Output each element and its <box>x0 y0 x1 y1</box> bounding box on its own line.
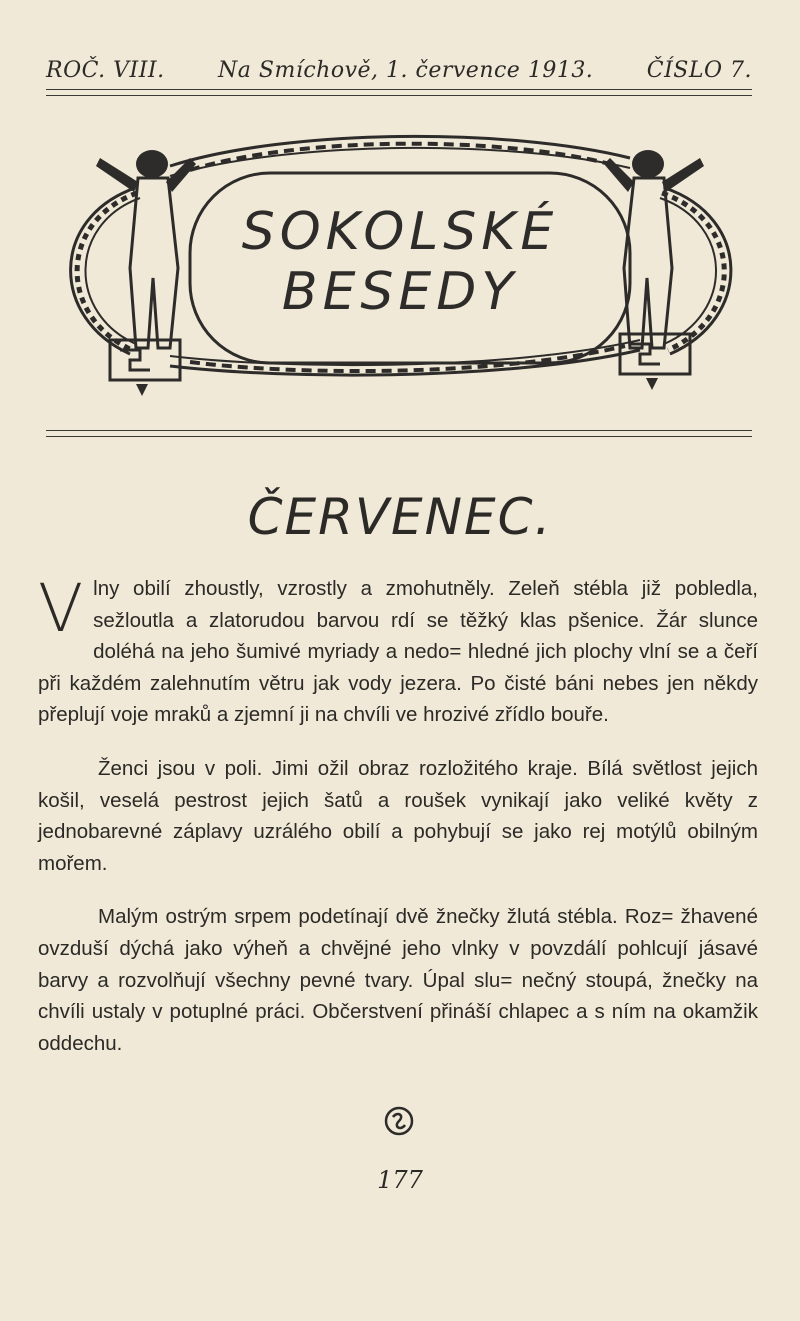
masthead-title-line2: BESEDY <box>281 262 519 322</box>
paragraph-3: Malým ostrým srpem podetínají dvě žnečky žlutá stébla. Roz= žhavené ovzduší dýchá jako výheň a chvějné jeho vlnky v povzdálí pohlcují jásavé barvy a rozvolňují všechny pevné tvary. Úpal slu= nečný stoupá, žnečky na chvíli ustaly v potuplné práci. Občerstvení přináší chlapec a s ním na okamžik oddechu. <box>38 905 758 1055</box>
masthead-title-line1: SOKOLSKÉ <box>241 202 559 262</box>
volume-label: ROČ. VIII. <box>46 58 165 83</box>
masthead-rule <box>46 430 752 431</box>
paragraph-1 <box>38 570 758 731</box>
paragraph-1-text: lny obilí zhoustly, vzrostly a zmohutněly. Zeleň stébla již pobledla, sežloutla a zlatorudou barvou rdí se těžký klas pšenice. Žár slunce doléhá na jeho šumivé myriady a nedo= hledné jich plochy vlní se a čeří při každém zalehnutím větru jak vody jezera. Po čisté báni nebes jen někdy přeplují voje mraků a zjemní ji na chvíli ve hrozivé zřídlo bouře. <box>38 577 758 727</box>
page-number: 177 <box>377 1166 423 1194</box>
drop-cap: V <box>38 570 84 647</box>
issue-label: ČÍSLO 7. <box>646 58 752 83</box>
place-date-label: Na Smíchově, 1. července 1913. <box>218 58 594 83</box>
paragraph-2: Ženci jsou v poli. Jimi ožil obraz rozložitého kraje. Bílá světlost jejich košil, veselá pestrost jejich šatů a roušek vynikají jako veliké květy z jednobarevné záplavy uzrálého obilí a pohybují se jako rej motýlů obilným mořem. <box>38 756 758 875</box>
header-rule <box>46 89 752 90</box>
masthead-rule-thin <box>46 436 752 437</box>
header-rule-thin <box>46 95 752 96</box>
article-heading: ČERVENEC. <box>247 488 553 546</box>
article-body <box>38 570 758 1081</box>
running-header <box>46 58 752 83</box>
end-ornament-icon <box>383 1105 415 1137</box>
